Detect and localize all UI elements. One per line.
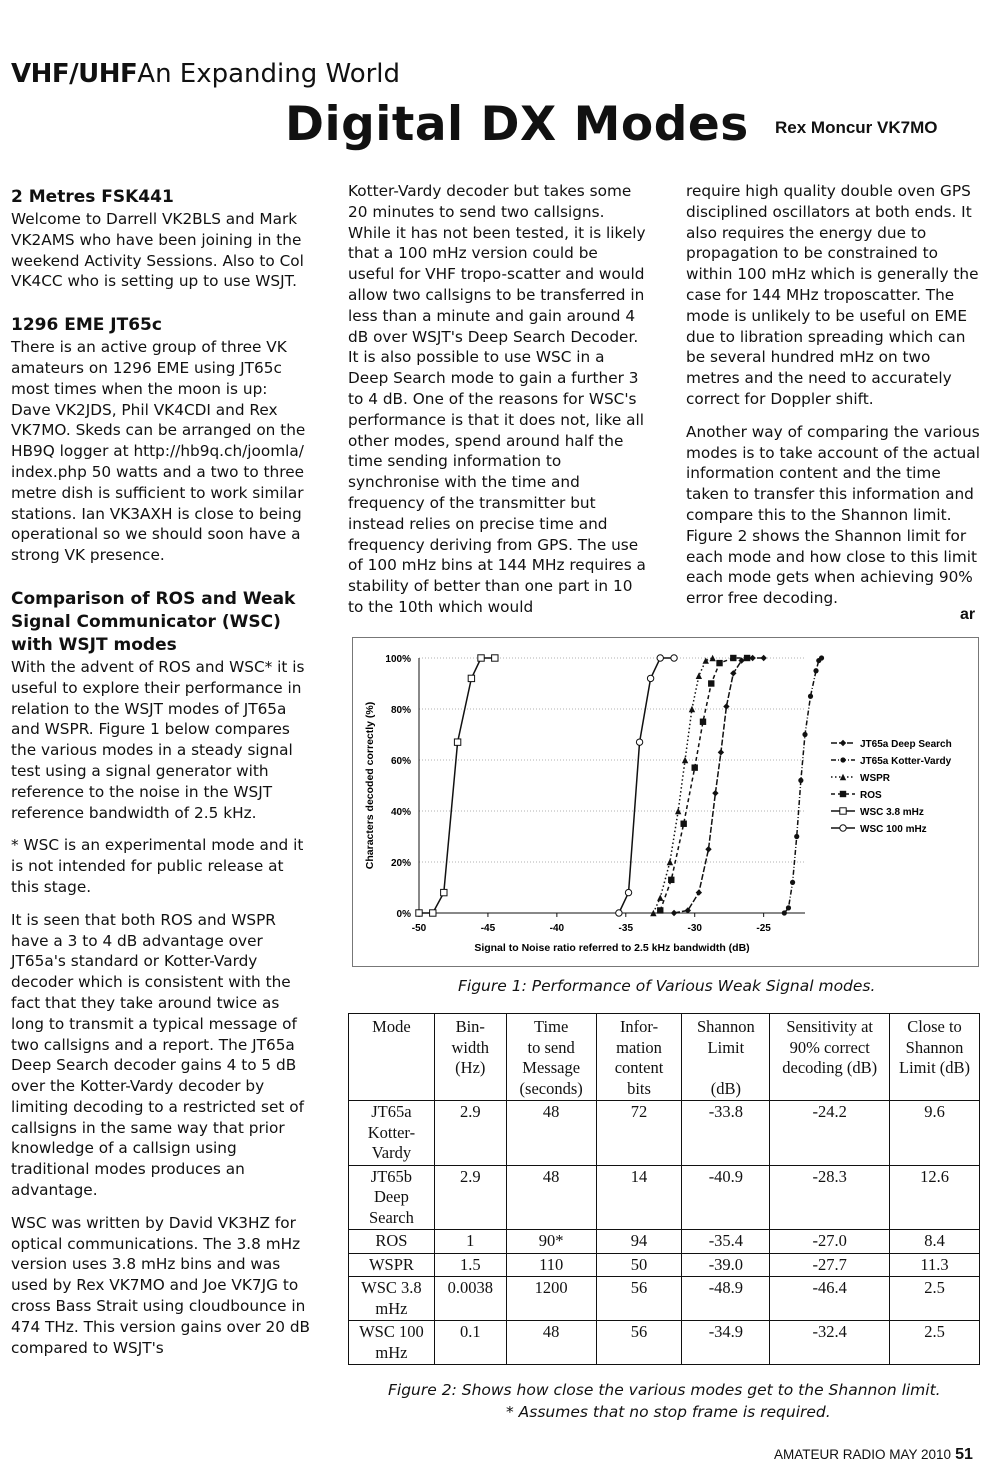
close-cell: 2.5 <box>890 1321 980 1365</box>
time-cell: 90* <box>506 1230 596 1254</box>
data-point <box>782 910 787 915</box>
data-point <box>657 907 663 913</box>
legend-marker <box>840 740 846 746</box>
data-point <box>760 655 766 661</box>
table-header-row <box>349 1014 980 1101</box>
x-tick-label: -40 <box>549 923 565 934</box>
section-kicker <box>11 58 400 90</box>
table-header-cell: Time to send Message (seconds) <box>506 1014 596 1101</box>
data-point <box>808 694 813 699</box>
time-cell: 110 <box>506 1253 596 1277</box>
legend-marker <box>840 757 845 762</box>
data-point <box>682 757 688 763</box>
info-cell: 56 <box>596 1321 682 1365</box>
data-point <box>671 910 677 916</box>
figure-1-caption: Figure 1: Performance of Various Weak Signal modes. <box>458 977 876 995</box>
heading-2m-fsk441: 2 Metres FSK441 <box>11 187 174 207</box>
shannon-cell: -34.9 <box>682 1321 770 1365</box>
legend-marker <box>840 825 846 831</box>
table-header-cell: Bin- width (Hz) <box>434 1014 506 1101</box>
data-point <box>696 673 702 679</box>
data-point <box>454 739 460 745</box>
series-line <box>653 658 712 913</box>
sensitivity-cell: -27.7 <box>770 1253 890 1277</box>
data-point <box>712 790 718 796</box>
x-tick-label: -30 <box>687 923 702 934</box>
table-row <box>349 1230 980 1254</box>
data-point <box>625 889 631 895</box>
paragraph-wsc-note: * WSC is an experimental mode and it is not intended for public release at this stage. <box>11 836 304 896</box>
data-point <box>730 655 736 661</box>
data-point <box>802 732 807 737</box>
paragraph-wsc-written: WSC was written by David VK3HZ for optical communications. The 3.8 mHz version uses 3.8 mHz bins and was used by Rex VK7MO and Joe VK7JG to cross Bass Strait using cloudbounce in 474 THz. This version gains over 20 dB compared to WSJT's <box>11 1213 311 1357</box>
data-point <box>813 668 818 673</box>
data-point <box>794 834 799 839</box>
info-cell: 50 <box>596 1253 682 1277</box>
y-tick-label: 40% <box>390 807 411 818</box>
paragraph-shannon: Another way of comparing the various modes is to take account of the actual information content and the time taken to transfer this information and compare this to the Shannon limit. Figure 2 shows the Shannon limit for each mode and how close to this limit each mode gets when achieving 90% error free decoding. <box>686 422 980 608</box>
y-tick-label: 100% <box>385 654 411 665</box>
figure-2-caption-line-2: * Assumes that no stop frame is required. <box>506 1403 831 1421</box>
table-row <box>349 1321 980 1365</box>
sensitivity-cell: -24.2 <box>770 1101 890 1166</box>
binwidth-cell: 0.1 <box>434 1321 506 1365</box>
data-point <box>749 655 755 661</box>
info-cell: 56 <box>596 1277 682 1321</box>
y-tick-label: 60% <box>390 756 411 767</box>
data-point <box>636 739 642 745</box>
paragraph-ros-wspr: It is seen that both ROS and WSPR have a 3 to 4 dB advantage over JT65a's standard or Kotter-Vardy decoder which is consistent with the fact that they take around twice as long to transmit a typical message of two callsigns and a report. The JT65a Deep Search decoder gains 4 to 5 dB over the Kotter-Vardy decoder by limiting decoding to a restricted set of callsigns in the same way that prior knowledge of a callsign using traditional modes produces an advantage. <box>11 910 304 1200</box>
mode-comparison-table <box>348 1013 980 1365</box>
table-row <box>349 1277 980 1321</box>
legend-label: JT65a Kotter-Vardy <box>860 756 952 767</box>
data-point <box>657 895 663 901</box>
time-cell: 48 <box>506 1101 596 1166</box>
table-header-cell: Infor- mation content bits <box>596 1014 682 1101</box>
paragraph-eme: There is an active group of three VK amateurs on 1296 EME using JT65c most times when the moon is up: Dave VK2JDS, Phil VK4CDI and Rex VK7MO. Skeds can be arranged on the HB9Q logger at http://hb9q.ch/joomla/ index.php 50 watts and a two to three metre dish is sufficient to work similar stations. Ian VK3AXH is close to being operational so we should soon have a strong VK presence. <box>11 338 306 565</box>
x-tick-label: -45 <box>480 923 496 934</box>
shannon-cell: -40.9 <box>682 1165 770 1230</box>
data-point <box>492 655 498 661</box>
mode-cell: JT65a Kotter- Vardy <box>349 1101 435 1166</box>
mode-cell: ROS <box>349 1230 435 1254</box>
mode-cell: WSC 100 mHz <box>349 1321 435 1365</box>
table-header-cell: Mode <box>349 1014 435 1101</box>
shannon-cell: -35.4 <box>682 1230 770 1254</box>
data-point <box>616 910 622 916</box>
series-line <box>660 658 747 910</box>
data-point <box>667 859 673 865</box>
info-cell: 72 <box>596 1101 682 1166</box>
mode-cell: WSPR <box>349 1253 435 1277</box>
mode-cell: WSC 3.8 mHz <box>349 1277 435 1321</box>
section-name: VHF/UHF <box>11 59 138 89</box>
data-point <box>657 655 663 661</box>
article-title: Digital DX Modes <box>285 97 749 152</box>
paragraph-fsk441: Welcome to Darrell VK2BLS and Mark VK2AMS who have been joining in the weekend Activity Sessions. Also to Col VK4CC who is setting up to use WSJT. <box>11 210 304 291</box>
info-cell: 14 <box>596 1165 682 1230</box>
x-tick-label: -35 <box>618 923 634 934</box>
article-author: Rex Moncur VK7MO <box>775 118 938 137</box>
legend-marker <box>840 791 846 797</box>
close-cell: 8.4 <box>890 1230 980 1254</box>
info-cell: 94 <box>596 1230 682 1254</box>
figure-2-caption-line-1: Figure 2: Shows how close the various modes get to the Shannon limit. <box>388 1381 941 1399</box>
data-point <box>744 655 750 661</box>
legend-marker <box>840 808 846 814</box>
data-point <box>416 910 422 916</box>
binwidth-cell: 0.0038 <box>434 1277 506 1321</box>
table-header-cell: Close to Shannon Limit (dB) <box>890 1014 980 1101</box>
shannon-cell: -48.9 <box>682 1277 770 1321</box>
y-tick-label: 80% <box>390 705 411 716</box>
data-point <box>700 719 706 725</box>
time-cell: 48 <box>506 1321 596 1365</box>
page-footer <box>774 1446 973 1464</box>
figure-1-chart <box>352 637 979 967</box>
table-header-cell: Sensitivity at 90% correct decoding (dB) <box>770 1014 890 1101</box>
table-row <box>349 1165 980 1230</box>
data-point <box>668 877 674 883</box>
time-cell: 1200 <box>506 1277 596 1321</box>
data-point <box>468 675 474 681</box>
series-line <box>674 658 764 913</box>
legend-label: ROS <box>860 790 882 801</box>
data-point <box>647 675 653 681</box>
x-tick-label: -25 <box>756 923 771 934</box>
legend-label: WSC 3.8 mHz <box>860 807 924 818</box>
paragraph-gps: require high quality double oven GPS disciplined oscillators at both ends. It also requires the energy due to propagation to be constrained to within 100 mHz which is generally the case for 144 MHz troposcatter. The mode is unlikely to be useful on EME due to libration spreading which can be several hundred mHz on two metres and the need to accurately correct for Doppler shift. <box>686 182 979 408</box>
series-line <box>784 658 821 913</box>
data-point <box>716 660 722 666</box>
binwidth-cell: 1 <box>434 1230 506 1254</box>
x-tick-label: -50 <box>411 923 427 934</box>
data-point <box>718 749 724 755</box>
sensitivity-cell: -27.0 <box>770 1230 890 1254</box>
shannon-cell: -39.0 <box>682 1253 770 1277</box>
legend-label: WSPR <box>860 773 890 784</box>
signoff-ar: ar <box>960 606 976 623</box>
mode-cell: JT65b Deep Search <box>349 1165 435 1230</box>
data-point <box>671 655 677 661</box>
data-point <box>696 889 702 895</box>
data-point <box>430 910 436 916</box>
column-2 <box>348 181 648 618</box>
x-axis-label: Signal to Noise ratio referred to 2.5 kHz bandwidth (dB) <box>474 942 750 954</box>
close-cell: 9.6 <box>890 1101 980 1166</box>
series-line <box>419 658 495 913</box>
binwidth-cell: 1.5 <box>434 1253 506 1277</box>
legend-label: JT65a Deep Search <box>860 739 952 750</box>
column-1 <box>11 186 311 1358</box>
table-row <box>349 1253 980 1277</box>
heading-comparison: Comparison of ROS and Weak Signal Communicator (WSC) with WSJT modes <box>11 588 296 655</box>
close-cell: 12.6 <box>890 1165 980 1230</box>
column-3 <box>686 181 984 609</box>
binwidth-cell: 2.9 <box>434 1165 506 1230</box>
data-point <box>798 778 803 783</box>
close-cell: 2.5 <box>890 1277 980 1321</box>
close-cell: 11.3 <box>890 1253 980 1277</box>
shannon-cell: -33.8 <box>682 1101 770 1166</box>
legend-label: WSC 100 mHz <box>860 824 927 835</box>
footer-publication: AMATEUR RADIO MAY 2010 <box>774 1447 952 1462</box>
data-point <box>790 880 795 885</box>
paragraph-comparison: With the advent of ROS and WSC* it is useful to explore their performance in relation to the WSJT modes of JT65a and WSPR. Figure 1 below compares the various modes in a steady signal test using a signal generator with reference to the noise in the WSJT reference bandwidth of 2.5 kHz. <box>11 657 305 822</box>
data-point <box>692 764 698 770</box>
sensitivity-cell: -32.4 <box>770 1321 890 1365</box>
chart-svg <box>353 638 980 968</box>
legend-marker <box>840 774 846 780</box>
paragraph-kotter-vardy: Kotter-Vardy decoder but takes some 20 minutes to send two callsigns. While it has not been tested, it is likely that a 100 mHz version could be useful for VHF tropo-scatter and would allow two callsigns to be transferred in less than a minute and gain around 4 dB over WSJT's Deep Search Decoder. It is also possible to use WSC in a Deep Search mode to gain a further 3 to 4 dB. One of the reasons for WSC's performance is that it does not, like all other modes, spend around half the time sending information to synchronise with the time and frequency of the transmitter but instead relies on precise time and frequency deriving from GPS. The use of 100 mHz bins at 144 MHz requires a stability of better than one part in 10 to the 10th which would <box>348 182 646 616</box>
data-point <box>819 655 824 660</box>
sensitivity-cell: -46.4 <box>770 1277 890 1321</box>
y-tick-label: 0% <box>396 909 411 920</box>
page-number: 51 <box>955 1446 973 1463</box>
binwidth-cell: 2.9 <box>434 1101 506 1166</box>
data-point <box>786 905 791 910</box>
data-point <box>705 846 711 852</box>
table-body <box>349 1101 980 1365</box>
sensitivity-cell: -28.3 <box>770 1165 890 1230</box>
time-cell: 48 <box>506 1165 596 1230</box>
data-point <box>680 821 686 827</box>
y-tick-label: 20% <box>390 858 411 869</box>
table-row <box>349 1101 980 1166</box>
table-header-cell: Shannon Limit (dB) <box>682 1014 770 1101</box>
section-subtitle: An Expanding World <box>137 59 401 89</box>
data-point <box>441 889 447 895</box>
heading-1296-eme: 1296 EME JT65c <box>11 315 162 336</box>
data-point <box>708 680 714 686</box>
data-point <box>478 655 484 661</box>
y-axis-label: Characters decoded correctly (%) <box>364 701 376 870</box>
